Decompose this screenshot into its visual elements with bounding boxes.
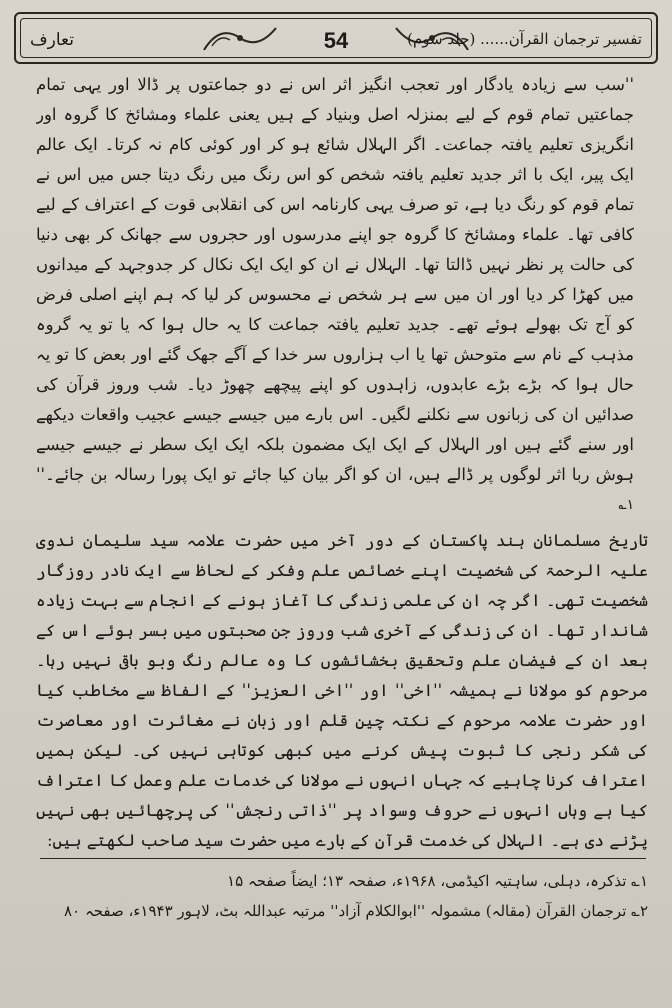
footnotes [36, 866, 648, 930]
page-number: 54 [323, 28, 349, 53]
quote-paragraph-1 [36, 70, 648, 526]
footnote-ref-1: ۱؎ [618, 497, 634, 513]
header-ornament-left-icon [200, 20, 280, 58]
footnote-2: ۲؎ ترجمان القرآن (مقالہ) مشمولہ ''ابوالکلام آزاد'' مرتبہ عبداللہ بٹ، لاہور ۱۹۴۳ء، صفحہ ۸۰ [64, 902, 648, 920]
header-section-title: تعارف [30, 30, 74, 50]
footnote-1: ۱؎ تذکرہ، دہلی، ساہتیہ اکیڈمی، ۱۹۶۸ء، صفحہ ۱۳؛ ایضاً صفحہ ۱۵ [227, 872, 648, 890]
header-book-title: تفسیر ترجمان القرآن...... (جلد سوم) [407, 30, 642, 48]
paragraph-2: تاریخ مسلمانان ہند پاکستان کے دور آخر میں حضرت علامہ سید سلیمان ندوی علیہ الرحمۃ کی شخصیت اپنے خصائص علم وفکر کے لحاظ سے ایک نادر روزگار شخصیت تھی۔ اگر چہ ان کی علمی زندگی کا آغاز ہونے کے انجام سے بہت زیادہ شاندار تھا۔ ان کی زندگی کے آخری شب وروز جن صحبتوں میں بسر ہوئے اس کے بعد ان کے فیضان علم وتحقیق بخشائشوں کا وہ عالم رنگ وبو باقی نہیں رہا۔ مرحوم کو مولانا نے ہمیشہ ''اخی'' اور ''اخی العزیز'' کے الفاظ سے مخاطب کیا اور حضرت علامہ مرحوم کے نکتہ چین قلم اور زبان نے مغائرت اور معاصرت کی شکر رنجی کا ثبوت پیش کرنے میں کبھی کوتاہی نہیں کی۔ لیکن ہمیں اعتراف کرنا چاہیے کہ جہاں انہوں نے مولانا کی خدمات علم وعمل کا اعتراف کیا ہے وہاں انہوں نے حروف وسواد پر ''ذاتی رنجش'' کی پرچھائیں بھی نہیں پڑنے دی ہے۔ الہلال کی خدمت قرآن کے بارے میں حضرت سید صاحب لکھتے ہیں: [36, 530, 648, 850]
body-text [36, 70, 648, 850]
quote-text-1: ''سب سے زیادہ یادگار اور تعجب انگیز اثر اس نے دو جماعتوں پر ڈالا اور یہی تمام جماعتیں تمام قوم کے لیے بمنزلہ اصل وبنیاد کے ہیں یعنی علماء ومشائخ کا گروہ اور انگریزی تعلیم یافتہ جماعت۔ اگر الہلال شائع ہو کر اور کوئی کام نہ کرتا۔ ایک عالم ایک پیر، ایک با اثر جدید تعلیم یافتہ شخص کو اس رنگ میں رنگ دیتا جس میں اس نے تمام قوم کو رنگ دیا ہے، تو صرف یہی کارنامہ اس کی انقلابی قوت کے اعتراف کے لیے کافی تھا۔ علماء ومشائخ کا گروہ جو اپنے مدرسوں اور حجروں سے جھانک کر بھی دنیا کی حالت پر نظر نہیں ڈالتا تھا۔ الہلال نے ان کو ایک ایک نکال کر جدوجہد کے میدانوں میں کھڑا کر دیا اور ان میں سے ہر شخص نے محسوس کر لیا کہ ہم اپنے اصلی فرض کو آج تک بھولے ہوئے تھے۔ جدید تعلیم یافتہ جماعت کا یہ حال ہوا کہ یا تو یہ گروہ مذہب کے نام سے متوحش تھا یا اب ہزاروں سر خدا کے آگے جھک گئے اور بعض کا تو یہ حال ہوا کہ بڑے بڑے عابدوں، زاہدوں کو اپنے پیچھے چھوڑ دیا۔ شب وروز قرآن کی صدائیں ان کی زبانوں سے نکلنے لگیں۔ اس بارے میں جیسے جیسے عجیب واقعات دیکھے اور سنے گئے ہیں اور الہلال کے ایک ایک مضمون بلکہ ایک ایک سطر نے جیسے جیسے ہوش ربا اثر لوگوں پر ڈالے ہیں، ان کو اگر بیان کیا جائے تو ایک پورا رسالہ بن جائے۔'' [36, 75, 634, 484]
footnote-divider [40, 858, 646, 859]
